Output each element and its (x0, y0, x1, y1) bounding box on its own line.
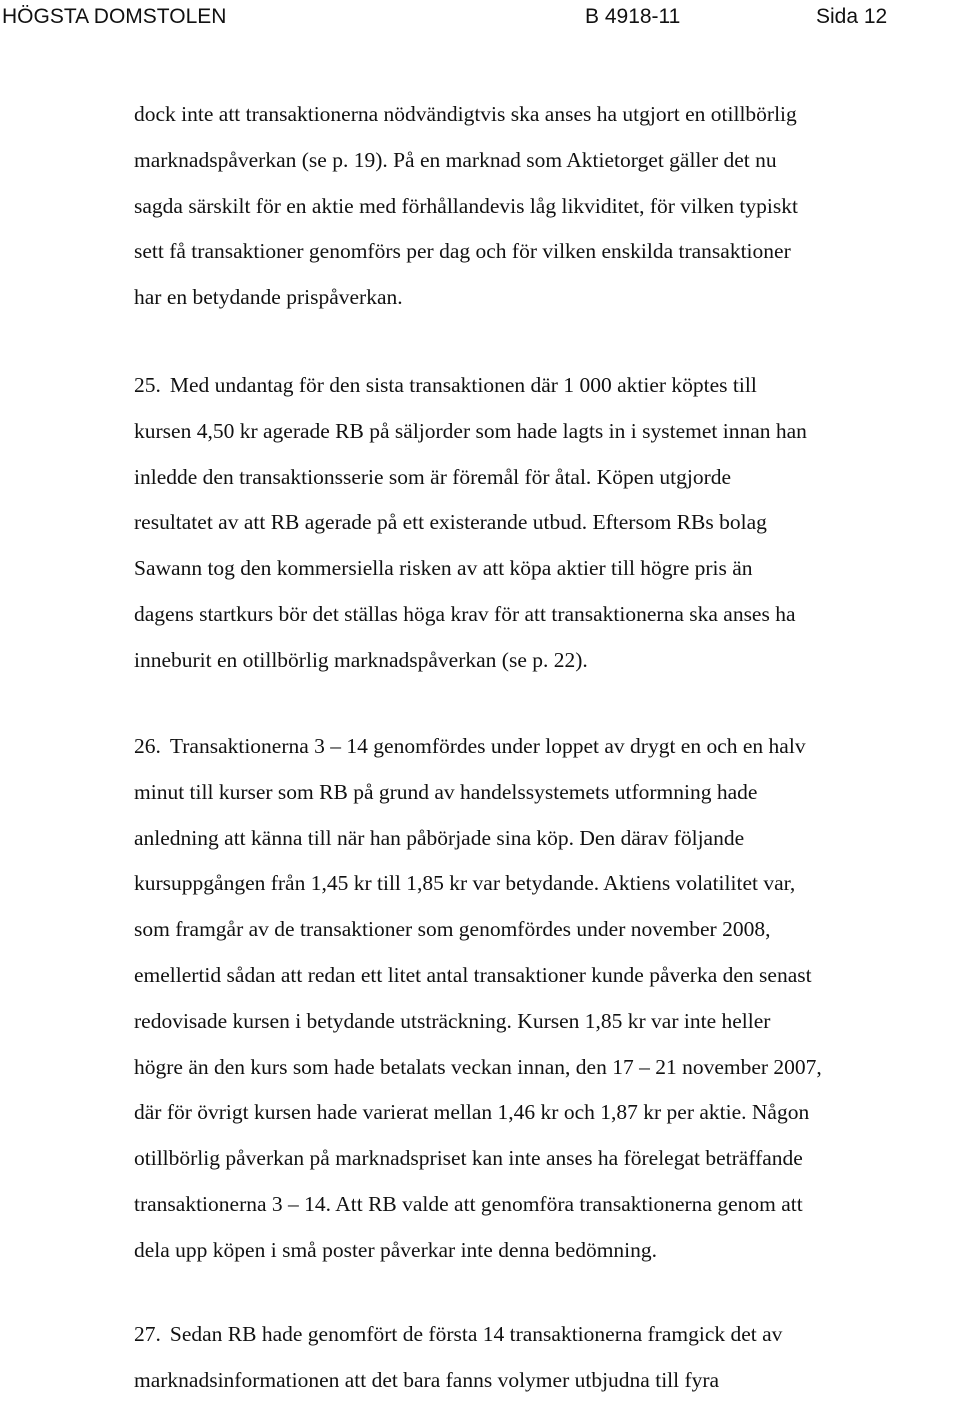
text-line: marknadsinformationen att det bara fanns volymer utbjudna till fyra (134, 1367, 720, 1392)
text-line: Sawann tog den kommersiella risken av att köpa aktier till högre pris än (134, 556, 753, 581)
paragraph-continued (134, 92, 960, 321)
text-line (134, 1312, 960, 1358)
text-line: sagda särskilt för en aktie med förhållandevis låg likviditet, för vilken typiskt (134, 193, 798, 218)
text-line: som framgår av de transaktioner som genomfördes under november 2008, (134, 917, 771, 942)
text-line: dela upp köpen i små poster påverkar inte denna bedömning. (134, 1237, 658, 1262)
paragraph-number: 26. (134, 734, 161, 758)
text-line: kursen 4,50 kr agerade RB på säljorder som hade lagts in i systemet innan han (134, 418, 807, 443)
text-line: högre än den kurs som hade betalats veckan innan, den 17 – 21 november 2007, (134, 1054, 822, 1079)
text-line: inledde den transaktionsserie som är föremål för åtal. Köpen utgjorde (134, 464, 732, 489)
text-line: transaktionerna 3 – 14. Att RB valde att genomföra transaktionerna genom att (134, 1191, 803, 1216)
text-line-content: Transaktionerna 3 – 14 genomfördes under loppet av drygt en och en halv (169, 734, 806, 758)
paragraph-number: 25. (134, 373, 161, 397)
paragraph-27 (134, 1312, 960, 1404)
text-line: inneburit en otillbörlig marknadspåverkan (se p. 22). (134, 647, 588, 672)
text-line: marknadspåverkan (se p. 19). På en marknad som Aktietorget gäller det nu (134, 147, 777, 172)
court-name: HÖGSTA DOMSTOLEN (2, 5, 227, 28)
page-number: Sida 12 (816, 5, 888, 28)
case-number: B 4918-11 (585, 5, 681, 28)
paragraph-26 (134, 724, 960, 1274)
text-line (134, 363, 960, 409)
text-line: har en betydande prispåverkan. (134, 285, 403, 310)
text-line: kursuppgången från 1,45 kr till 1,85 kr var betydande. Aktiens volatilitet var, (134, 871, 796, 896)
text-line: emellertid sådan att redan ett litet antal transaktioner kunde påverka den senast (134, 962, 812, 987)
text-line-content: Med undantag för den sista transaktionen där 1 000 aktier köptes till (169, 373, 757, 397)
paragraph-25 (134, 363, 960, 684)
paragraph-number: 27. (134, 1322, 161, 1346)
page-header (0, 0, 960, 34)
text-line: redovisade kursen i betydande utsträckning. Kursen 1,85 kr var inte heller (134, 1008, 771, 1033)
text-line: otillbörlig påverkan på marknadspriset kan inte anses ha förelegat beträffande (134, 1146, 803, 1171)
text-line: där för övrigt kursen hade varierat mellan 1,46 kr och 1,87 kr per aktie. Någon (134, 1100, 810, 1125)
text-line: dagens startkurs bör det ställas höga krav för att transaktionerna ska anses ha (134, 601, 796, 626)
text-line: minut till kurser som RB på grund av handelssystemets utformning hade (134, 779, 758, 804)
text-line: resultatet av att RB agerade på ett existerande utbud. Eftersom RBs bolag (134, 510, 767, 535)
text-line: sett få transaktioner genomförs per dag och för vilken enskilda transaktioner (134, 239, 791, 264)
text-line (134, 724, 960, 770)
text-line: dock inte att transaktionerna nödvändigtvis ska anses ha utgjort en otillbörlig (134, 102, 797, 126)
text-line: anledning att känna till när han påbörjade sina köp. Den därav följande (134, 825, 745, 850)
text-line-content: Sedan RB hade genomfört de första 14 transaktionerna framgick det av (169, 1322, 783, 1346)
